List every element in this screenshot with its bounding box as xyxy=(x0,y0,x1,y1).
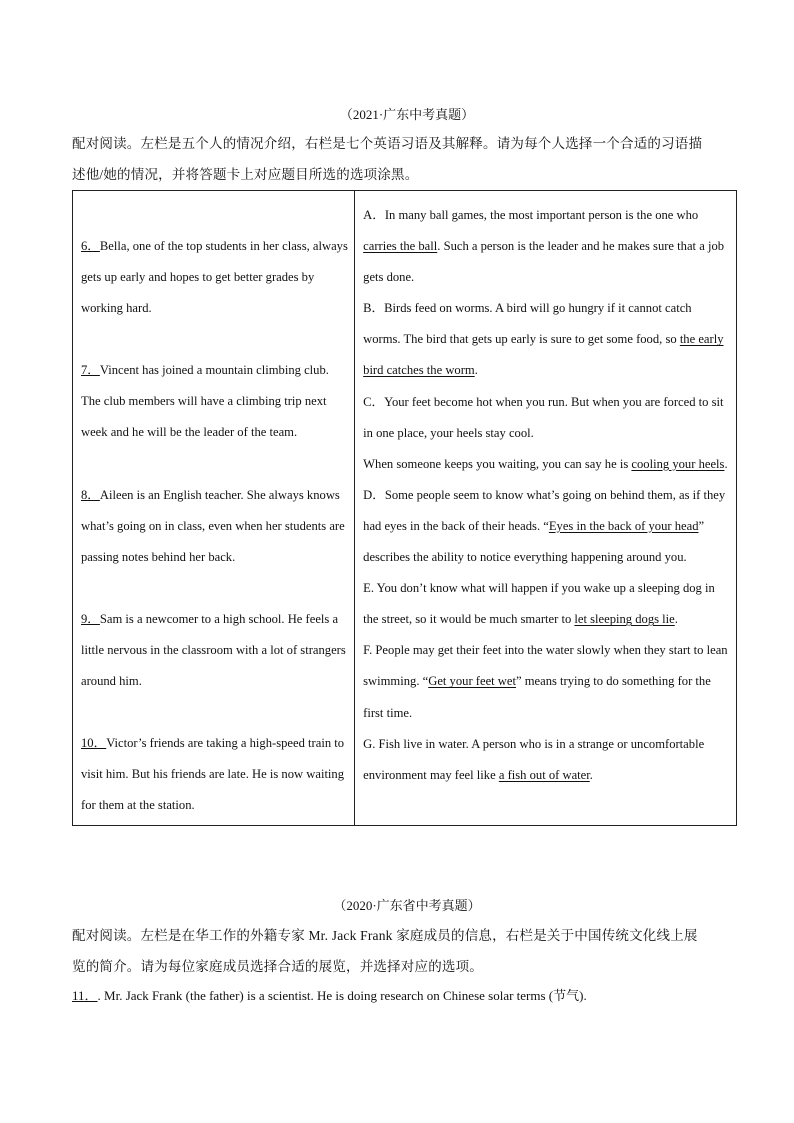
person-item-8 xyxy=(81,480,348,573)
question-text: . Mr. Jack Frank (the father) is a scientist. He is doing research on Chinese solar terms (节气). xyxy=(97,988,587,1003)
option-text: G. Fish live in water. A person who is in a strange or uncomfortable environment may feel like xyxy=(363,736,705,782)
question-number[interactable]: 7． xyxy=(81,363,100,378)
person-text: Bella, one of the top students in her class, always gets up early and hopes to get better grades by working hard. xyxy=(81,239,348,316)
option-d xyxy=(363,480,730,573)
person-text: Sam is a newcomer to a high school. He feels a little nervous in the classroom with a lot of strangers around him. xyxy=(81,611,346,689)
option-text: ” means trying to do something for the first time. xyxy=(363,674,711,720)
question-number[interactable]: 10． xyxy=(81,736,107,751)
idiom: Eyes in the back of your head xyxy=(548,518,699,533)
instruction-line: 配对阅读。左栏是在华工作的外籍专家 Mr. Jack Frank 家庭成员的信息，右栏是关于中国传统文化线上展 xyxy=(72,928,698,943)
person-item-7 xyxy=(81,355,348,448)
option-text: ” describes the ability to notice everything happening around you. xyxy=(363,518,705,565)
question-11 xyxy=(72,985,587,1004)
option-g xyxy=(363,729,730,791)
idiom: Get your feet wet xyxy=(428,674,516,689)
idiom: carries the ball xyxy=(363,239,438,254)
option-text: F. People may get their feet into the water slowly when they start to lean swimming. “ xyxy=(363,643,728,689)
option-text: C．Your feet become hot when you run. But when you are forced to sit in one place, your heels stay cool. xyxy=(363,394,724,440)
option-text: . xyxy=(474,363,478,378)
option-text: D．Some people seem to know what’s going on behind them, as if they had eyes in the back of their heads. “ xyxy=(363,487,726,533)
option-f xyxy=(363,635,730,728)
question-number[interactable]: 11． xyxy=(72,988,98,1003)
option-b xyxy=(363,293,730,386)
instruction-line: 述他/她的情况，并将答题卡上对应题目所选的选项涂黑。 xyxy=(72,167,419,182)
instruction-line: 配对阅读。左栏是五个人的情况介绍，右栏是七个英语习语及其解释。请为每个人选择一个合适的习语描 xyxy=(72,136,703,151)
option-text: B．Birds feed on worms. A bird will go hungry if it cannot catch worms. The bird that gets up early is sure to get some food, so xyxy=(363,301,692,347)
option-text: A．In many ball games, the most important person is the one who xyxy=(363,208,699,222)
instruction-2020 xyxy=(72,920,734,982)
idiom: cooling your heels xyxy=(631,456,725,471)
option-c-idiom xyxy=(363,449,730,480)
source-2020: （2020·广东省中考真题） xyxy=(333,898,481,913)
idioms-column xyxy=(355,191,737,826)
idiom: a fish out of water xyxy=(498,767,590,782)
instruction-line: 览的简介。请为每位家庭成员选择合适的展览，并选择对应的选项。 xyxy=(72,959,483,974)
option-text: E. You don’t know what will happen if you wake up a sleeping dog in the street, so it would be much smarter to xyxy=(363,581,715,627)
option-a xyxy=(363,200,730,293)
person-text: Victor’s friends are taking a high-speed train to visit him. But his friends are late. He is now waiting for them at the station. xyxy=(81,736,345,813)
option-text: When someone keeps you waiting, you can say he is xyxy=(363,456,632,471)
person-text: Vincent has joined a mountain climbing club. The club members will have a climbing trip next week and he will be the leader of the team. xyxy=(81,363,329,440)
idiom: the early bird catches the worm xyxy=(363,332,724,378)
question-number[interactable]: 6． xyxy=(81,239,100,253)
idiom: let sleeping dogs lie xyxy=(574,612,675,627)
option-text: . xyxy=(674,612,678,627)
question-number[interactable]: 8． xyxy=(81,487,100,502)
matching-table xyxy=(72,190,737,826)
person-item-9 xyxy=(81,604,348,697)
instruction-2021 xyxy=(72,128,734,190)
person-item-10 xyxy=(81,728,348,821)
option-text: . xyxy=(589,767,593,782)
option-text: . Such a person is the leader and he makes sure that a job gets done. xyxy=(363,239,725,285)
person-item-6 xyxy=(81,231,348,324)
person-text: Aileen is an English teacher. She always knows what’s going on in class, even when her students are passing notes behind her back. xyxy=(81,487,345,564)
option-e xyxy=(363,573,730,635)
option-text: . xyxy=(724,456,728,471)
option-c xyxy=(363,387,730,449)
question-number[interactable]: 9． xyxy=(81,611,100,626)
source-2021: （2021·广东中考真题） xyxy=(339,107,475,122)
people-column xyxy=(73,191,355,826)
